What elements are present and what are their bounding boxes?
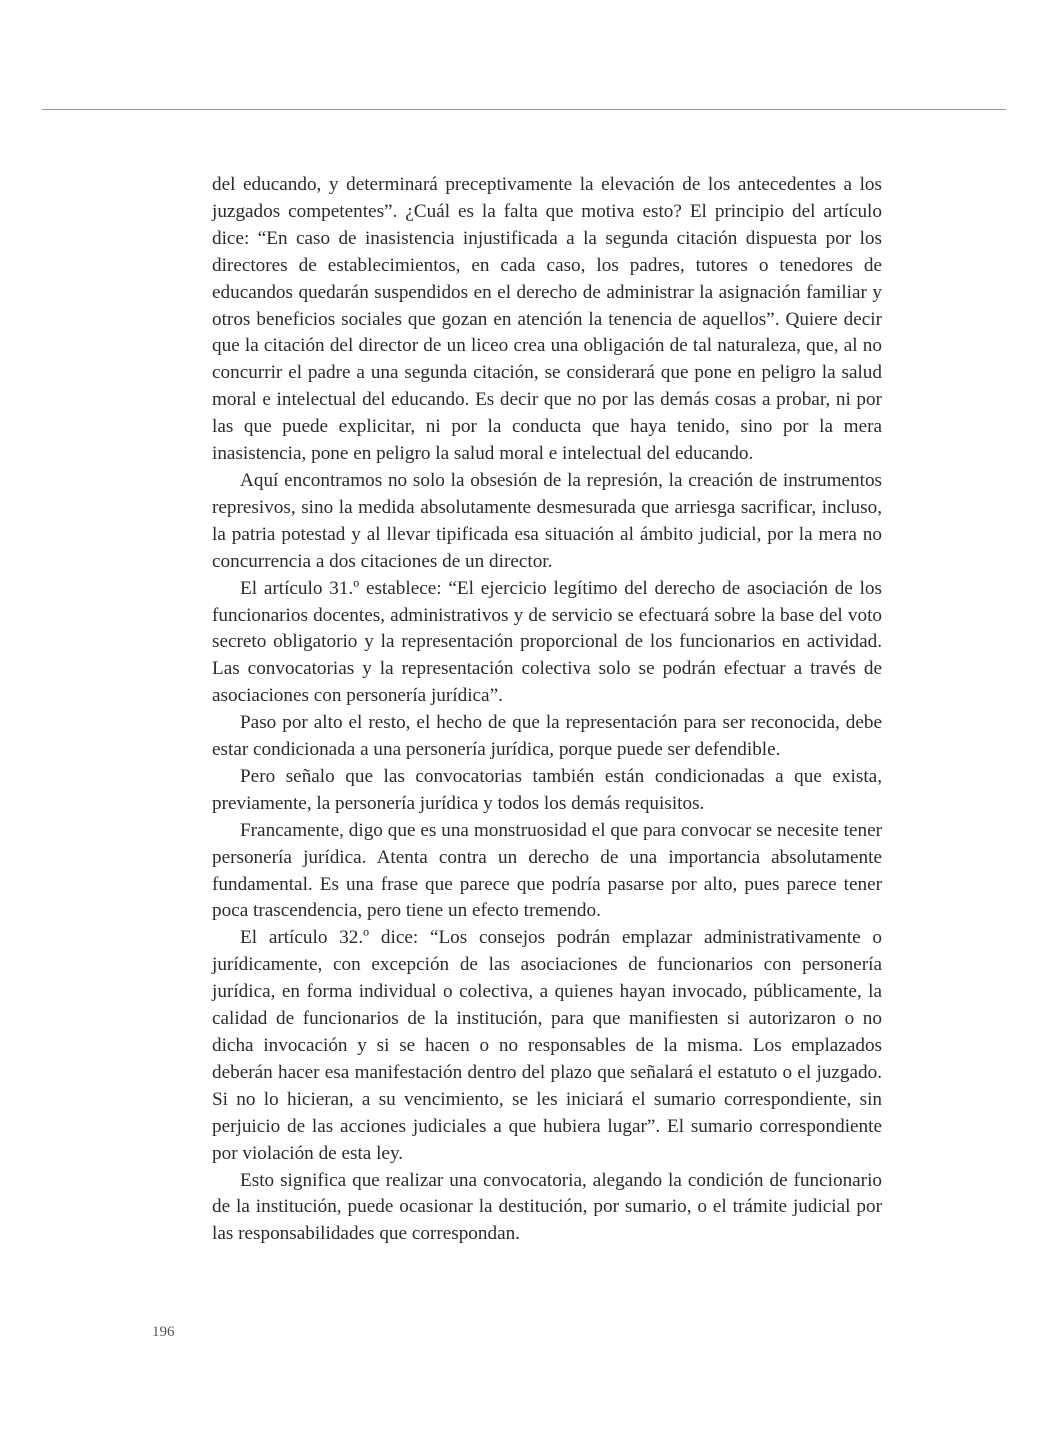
header-rule	[42, 109, 1006, 110]
paragraph-7: El artículo 32.º dice: “Los consejos podrán emplazar administrativamente o jurídicamente, con excepción de las asociaciones de funcionarios con personería jurídica, en forma individual o colectiva, a quienes hayan invocado, públicamente, la calidad de funcionarios de la institución, para que manifiesten si autorizaron o no dicha invocación y si se hacen o no responsables de la misma. Los emplazados deberán hacer esa manifestación dentro del plazo que señalará el estatuto o el juzgado. Si no lo hicieran, a su vencimiento, se les iniciará el sumario correspondiente, sin perjuicio de las acciones judiciales a que hubiera lugar”. El sumario correspondiente por violación de esta ley.	[212, 927, 882, 1164]
page-number: 196	[152, 1324, 175, 1340]
paragraph-4: Paso por alto el resto, el hecho de que la representación para ser reconocida, debe estar condicionada a una personería jurídica, porque puede ser defendible.	[212, 712, 882, 761]
paragraph-8: Esto significa que realizar una convocatoria, alegando la condición de funcionario de la institución, puede ocasionar la destitución, por sumario, o el trámite judicial por las responsabilidades que correspondan.	[212, 1169, 882, 1245]
paragraph-5: Pero señalo que las convocatorias también están condicionadas a que exista, previamente, la personería jurídica y todos los demás requisitos.	[212, 765, 882, 814]
body-text	[212, 172, 882, 1248]
paragraph-6: Francamente, digo que es una monstruosidad el que para convocar se necesite tener personería jurídica. Atenta contra un derecho de una importancia absolutamente fundamental. Es una frase que parece que podría pasarse por alto, pues parece tener poca trascendencia, pero tiene un efecto tremendo.	[212, 819, 882, 922]
paragraph-3: El artículo 31.º establece: “El ejercicio legítimo del derecho de asociación de los funcionarios docentes, administrativos y de servicio se efectuará sobre la base del voto secreto obligatorio y la representación proporcional de los funcionarios en actividad. Las convocatorias y la representación colectiva solo se podrán efectuar a través de asociaciones con personería jurídica”.	[212, 577, 882, 707]
paragraph-2: Aquí encontramos no solo la obsesión de la represión, la creación de instrumentos represivos, sino la medida absolutamente desmesurada que arriesga sacrificar, incluso, la patria potestad y al llevar tipificada esa situación al ámbito judicial, por la mera no concurrencia a dos citaciones de un director.	[212, 469, 882, 572]
paragraph-1: del educando, y determinará preceptivamente la elevación de los antecedentes a los juzgados competentes”. ¿Cuál es la falta que motiva esto? El principio del artículo dice: “En caso de inasistencia injustificada a la segunda citación dispuesta por los directores de establecimientos, en cada caso, los padres, tutores o tenedores de educandos quedarán suspendidos en el derecho de administrar la asignación familiar y otros beneficios sociales que gozan en atención la tenencia de aquellos”. Quiere decir que la citación del director de un liceo crea una obligación de tal naturaleza, que, al no concurrir el padre a una segunda citación, se considerará que pone en peligro la salud moral e intelectual del educando. Es decir que no por las demás cosas a probar, ni por las que puede explicitar, ni por la conducta que haya tenido, sino por la mera inasistencia, pone en peligro la salud moral e intelectual del educando.	[212, 174, 882, 465]
